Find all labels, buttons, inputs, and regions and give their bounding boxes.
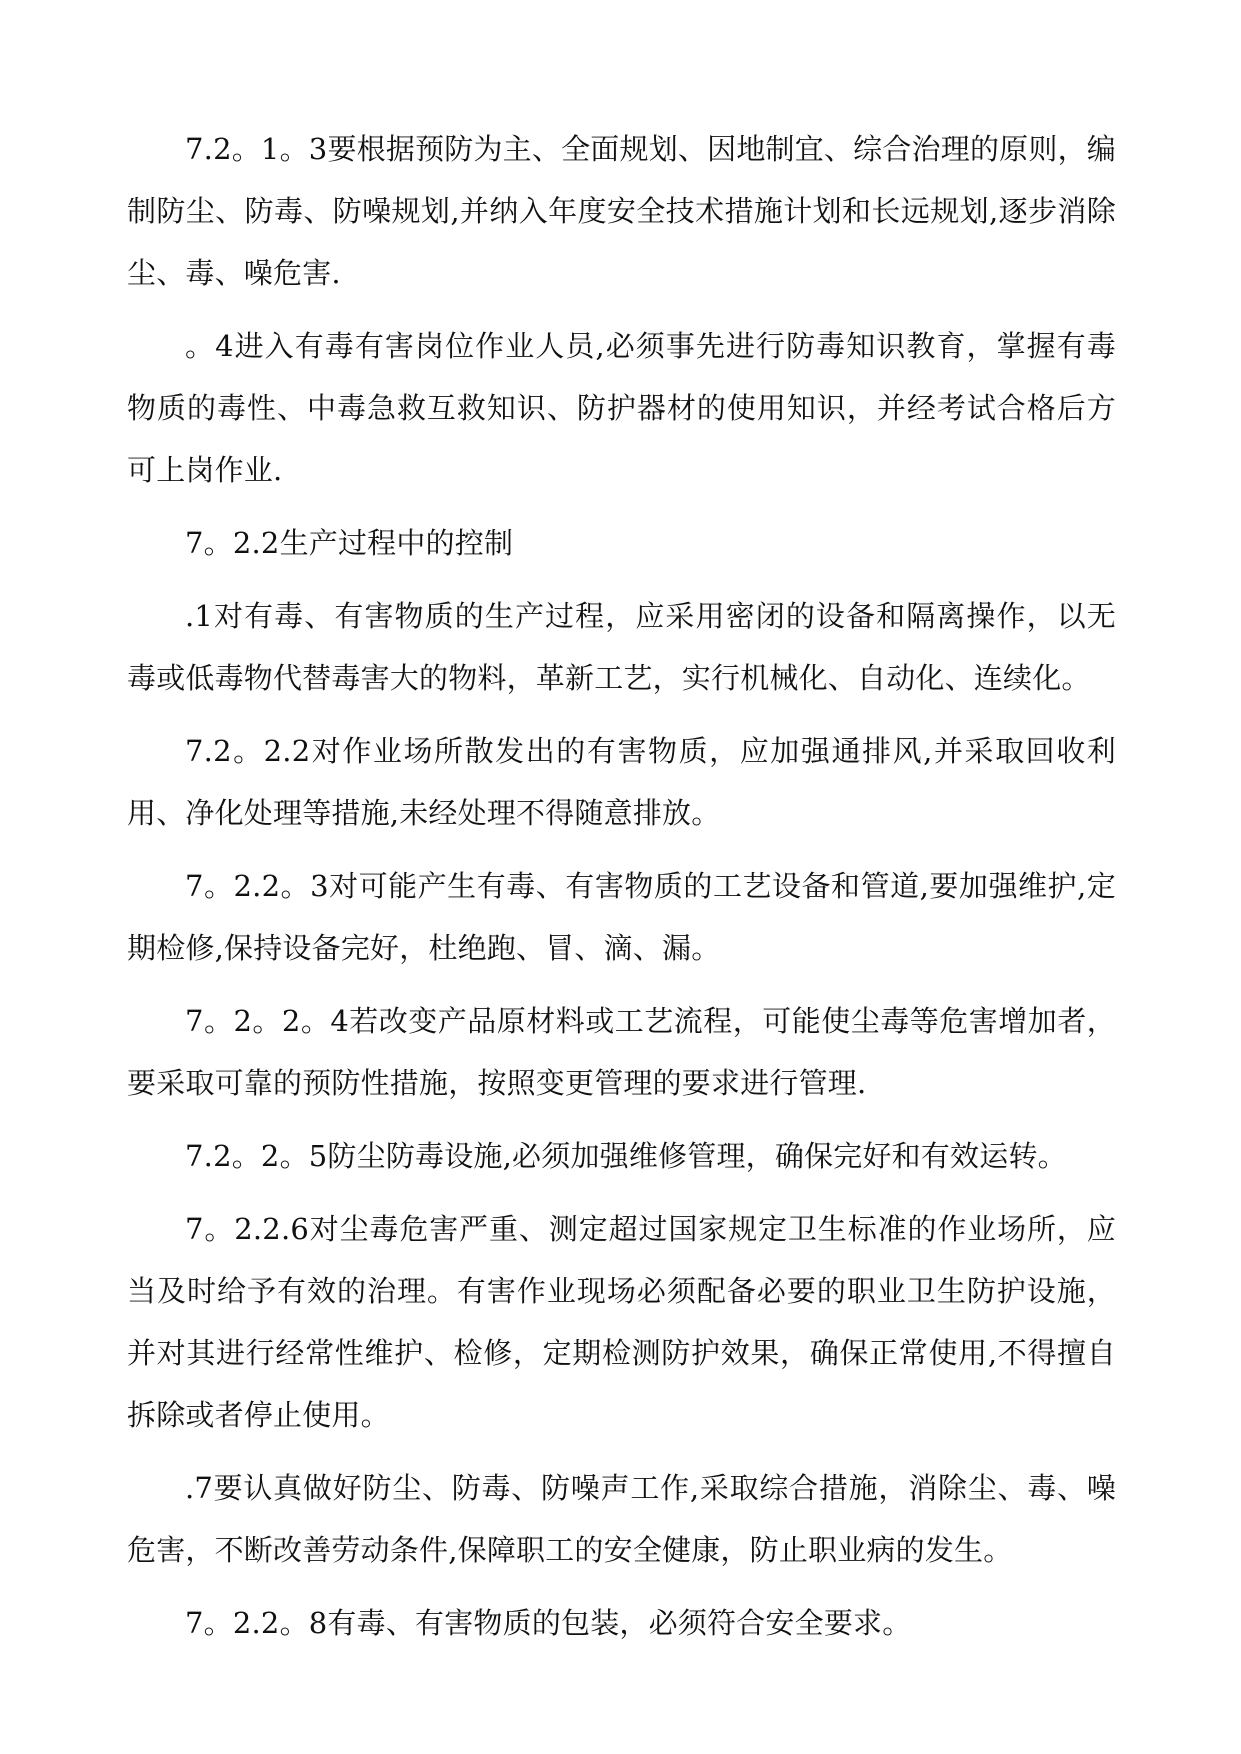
paragraph-7-2-2-6: 7。2.2.6对尘毒危害严重、测定超过国家规定卫生标准的作业场所，应当及时给予有效的治理。有害作业现场必须配备必要的职业卫生防护设施，并对其进行经常性维护、检修，定期检测防护效果，确保正常使用,不得擅自拆除或者停止使用。 <box>127 1212 1116 1432</box>
section-heading-7-2-2: 7。2.2生产过程中的控制 <box>185 526 514 560</box>
paragraph-7-2-2-3: 7。2.2。3对可能产生有毒、有害物质的工艺设备和管道,要加强维护,定期检修,保持设备完好，杜绝跑、冒、滴、漏。 <box>127 869 1116 965</box>
paragraph-1: .1对有毒、有害物质的生产过程，应采用密闭的设备和隔离操作，以无毒或低毒物代替毒害大的物料，革新工艺，实行机械化、自动化、连续化。 <box>127 599 1116 695</box>
paragraph-7-2-2-8: 7。2.2。8有毒、有害物质的包装，必须符合安全要求。 <box>185 1606 912 1640</box>
paragraph-7-2-1-3: 7.2。1。3要根据预防为主、全面规划、因地制宜、综合治理的原则，编制防尘、防毒、防噪规划,并纳入年度安全技术措施计划和长远规划,逐步消除尘、毒、噪危害. <box>127 132 1116 290</box>
paragraph-7: .7要认真做好防尘、防毒、防噪声工作,采取综合措施，消除尘、毒、噪危害，不断改善劳动条件,保障职工的安全健康，防止职业病的发生。 <box>127 1471 1116 1567</box>
paragraph-7-2-2-4: 7。2。2。4若改变产品原材料或工艺流程，可能使尘毒等危害增加者，要采取可靠的预防性措施，按照变更管理的要求进行管理. <box>127 1004 1116 1100</box>
document-body <box>127 118 1116 1665</box>
paragraph-7-2-2-5: 7.2。2。5防尘防毒设施,必须加强维修管理，确保完好和有效运转。 <box>185 1139 1067 1173</box>
paragraph-4: 。4进入有毒有害岗位作业人员,必须事先进行防毒知识教育，掌握有毒物质的毒性、中毒急救互救知识、防护器材的使用知识，并经考试合格后方可上岗作业. <box>127 329 1116 487</box>
paragraph-7-2-2-2: 7.2。2.2对作业场所散发出的有害物质，应加强通排风,并采取回收利用、净化处理等措施,未经处理不得随意排放。 <box>127 734 1116 830</box>
